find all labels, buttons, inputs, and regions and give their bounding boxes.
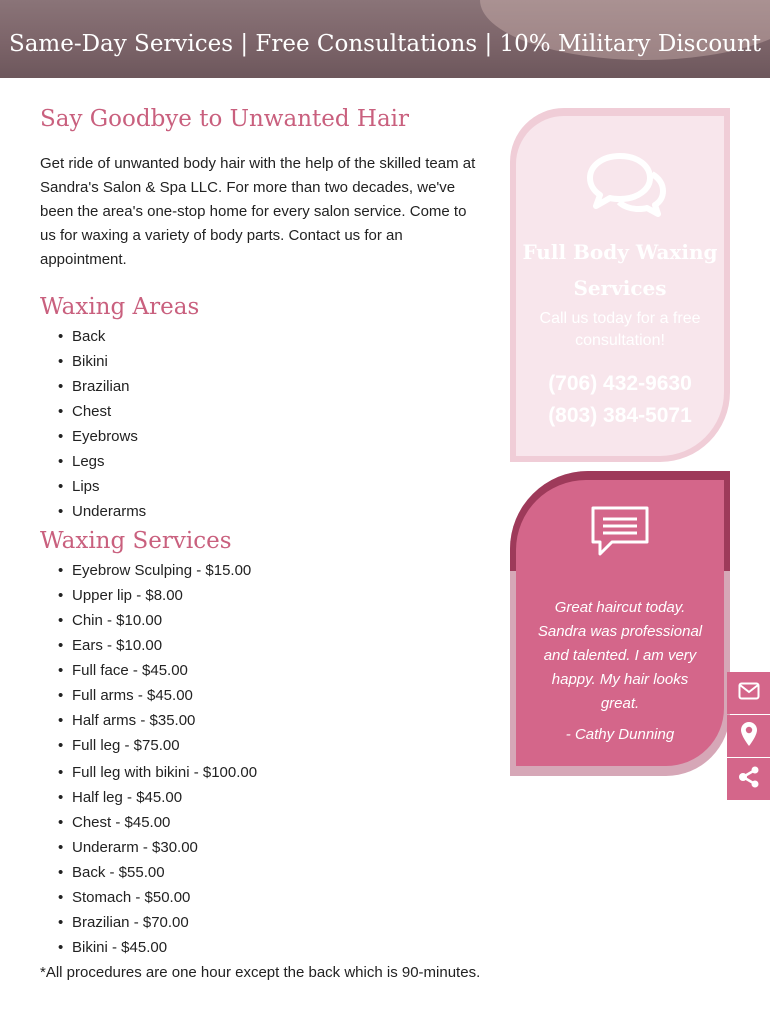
share-icon <box>738 766 760 793</box>
phone-number-2[interactable]: (803) 384-5071 <box>548 404 692 427</box>
list-item: • Half arms - $35.00 <box>58 708 485 733</box>
list-item: • Chest <box>58 399 485 424</box>
hero-banner <box>0 0 770 78</box>
email-tab[interactable] <box>727 672 770 714</box>
chat-bubbles-icon <box>586 152 666 223</box>
share-tab[interactable] <box>727 758 770 800</box>
consultation-subtitle: Call us today for a free consultation! <box>539 310 701 349</box>
list-item: • Brazilian - $70.00 <box>58 910 485 935</box>
list-item: • Full leg with bikini - $100.00 <box>58 760 485 785</box>
page-title: Say Goodbye to Unwanted Hair <box>40 106 410 132</box>
list-item: • Full arms - $45.00 <box>58 683 485 708</box>
list-item: • Stomach - $50.00 <box>58 885 485 910</box>
message-icon <box>590 505 650 562</box>
list-item: • Underarm - $30.00 <box>58 835 485 860</box>
consultation-card <box>510 108 730 462</box>
list-item: • Eyebrows <box>58 424 485 449</box>
list-item: • Lips <box>58 474 485 499</box>
list-item: • Full face - $45.00 <box>58 658 485 683</box>
list-item: • Chin - $10.00 <box>58 608 485 633</box>
list-item: • Legs <box>58 449 485 474</box>
map-pin-icon <box>740 721 758 752</box>
consultation-card-inner <box>516 116 724 456</box>
list-item: • Full leg - $75.00 <box>58 733 485 758</box>
consultation-title: Full Body Waxing Services <box>522 240 718 300</box>
list-item: • Underarms <box>58 499 485 524</box>
waxing-areas-list <box>40 324 485 524</box>
review-author: - Cathy Dunning <box>565 726 675 743</box>
list-item: • Half leg - $45.00 <box>58 785 485 810</box>
procedure-note: *All procedures are one hour except the back which is 90-minutes. <box>40 964 481 981</box>
list-item: • Upper lip - $8.00 <box>58 583 485 608</box>
list-item: • Bikini - $45.00 <box>58 935 485 960</box>
list-item: • Chest - $45.00 <box>58 810 485 835</box>
review-card <box>510 471 730 776</box>
floating-contact-tabs <box>727 672 770 801</box>
list-item: • Ears - $10.00 <box>58 633 485 658</box>
phone-number-1[interactable]: (706) 432-9630 <box>548 372 692 395</box>
location-tab[interactable] <box>727 715 770 757</box>
list-item: • Bikini <box>58 349 485 374</box>
waxing-areas-heading: Waxing Areas <box>40 294 200 320</box>
envelope-icon <box>738 682 760 705</box>
intro-paragraph: Get ride of unwanted body hair with the help of the skilled team at Sandra's Salon & Spa LLC. For more than two decades, we've been the area's one-stop home for every salon service. Come to us for waxing a variety of body parts. Contact us for an appointment. <box>40 155 476 268</box>
list-item: • Back <box>58 324 485 349</box>
review-quote: Great haircut today. Sandra was professional and talented. I am very happy. My hair looks great. <box>537 599 703 712</box>
waxing-services-list <box>40 558 485 960</box>
hero-tagline: Same-Day Services | Free Consultations | 10% Military Discount <box>8 31 762 57</box>
waxing-services-heading: Waxing Services <box>40 528 232 554</box>
main-content <box>40 100 485 999</box>
list-item: • Eyebrow Sculping - $15.00 <box>58 558 485 583</box>
list-item: • Back - $55.00 <box>58 860 485 885</box>
review-card-inner <box>516 480 724 766</box>
list-item: • Brazilian <box>58 374 485 399</box>
